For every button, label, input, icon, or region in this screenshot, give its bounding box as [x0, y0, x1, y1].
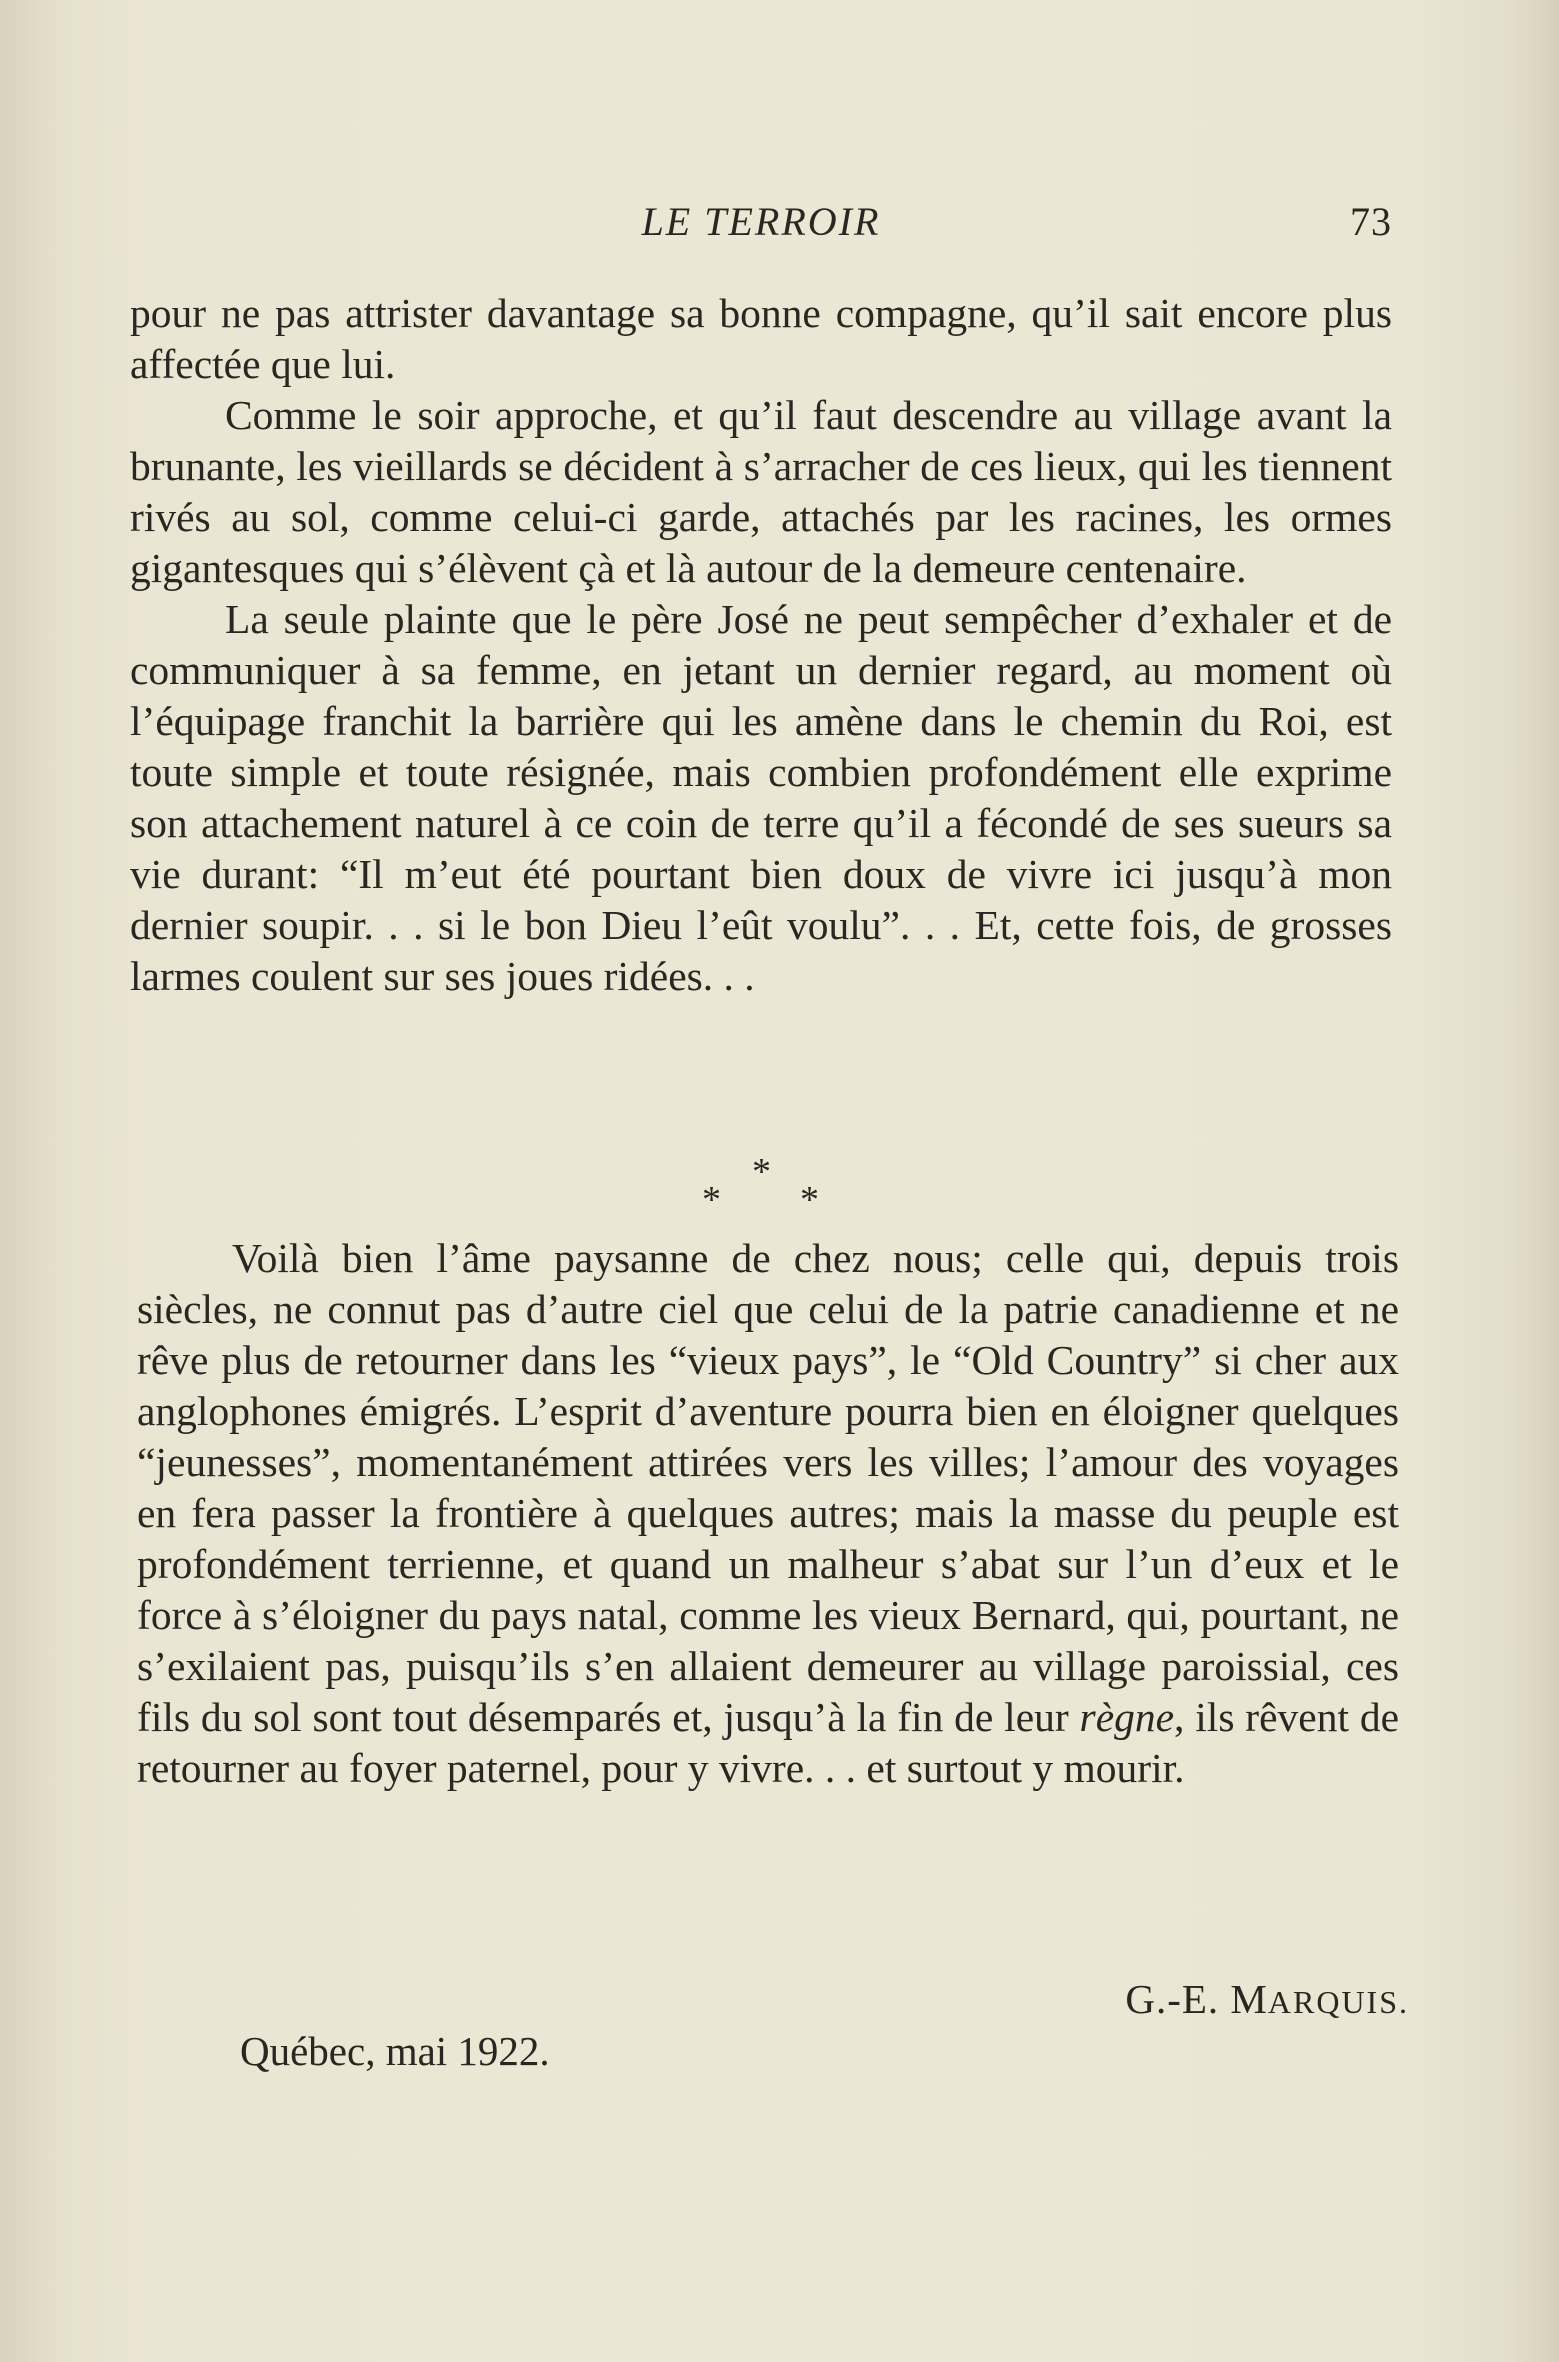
signature-initials: G.-E. M: [1125, 1976, 1268, 2022]
author-signature: [1125, 1975, 1409, 2023]
asterisk: *: [702, 1179, 721, 1221]
italic-word: règne: [1079, 1694, 1175, 1740]
page-header: [130, 198, 1392, 254]
closing-paragraph: [137, 1233, 1399, 1794]
paragraph: La seule plainte que le père José ne peut sempêcher d’exhaler et de communiquer à sa femme, en jetant un dernier regard, au moment où l’équipage franchit la barrière qui les amène dans le chemin du Roi, est toute simple et toute résignée, mais combien profondément elle exprime son attachement naturel à ce coin de terre qu’il a fécondé de ses sueurs sa vie durant: “Il m’eut été pourtant bien doux de vivre ici jusqu’à mon dernier soupir. . . si le bon Dieu l’eût voulu”. . . Et, cette fois, de grosses larmes coulent sur ses joues ridées. . .: [130, 596, 1392, 999]
section-separator: [690, 1150, 830, 1221]
asterisk: *: [800, 1179, 819, 1221]
final-section: [137, 1233, 1399, 1794]
running-title: LE TERROIR: [641, 199, 881, 244]
signature-surname: ARQUIS.: [1267, 1984, 1409, 2020]
closing-text-start: Voilà bien l’âme paysanne de chez nous; celle qui, depuis trois siècles, ne connut pas d’autre ciel que celui de la patrie canadienne et ne rêve plus de retourner dans les “vieux pays”, le “Old Country” si cher aux anglophones émigrés. L’esprit d’aventure pourra bien en éloigner quelques “jeunesses”, momentanément attirées vers les villes; l’amour des voyages en fera passer la frontière à quelques autres; mais la masse du peuple est profondément terrienne, et quand un malheur s’abat sur l’un d’eux et le force à s’éloigner du pays natal, comme les vieux Bernard, qui, pourtant, ne s’exilaient pas, puisqu’ils s’en allaient demeurer au village paroissial, ces fils du sol sont tout désemparés et, jusqu’à la fin de leur: [137, 1235, 1399, 1740]
body-text: [130, 288, 1392, 1002]
closing-text-end: , ils rêvent de retourner au foyer paternel, pour y vivre. . . et surtout y mourir.: [137, 1694, 1399, 1791]
paragraph: Comme le soir approche, et qu’il faut descendre au village avant la brunante, les vieillards se décident à s’arracher de ces lieux, qui les tiennent rivés au sol, comme celui-ci garde, attachés par les racines, les ormes gigantesques qui s’élèvent çà et là autour de la demeure centenaire.: [130, 392, 1392, 591]
page-number: 73: [1350, 199, 1392, 244]
dateline: Québec, mai 1922.: [240, 2028, 550, 2074]
paragraph-continuation: pour ne pas attrister davantage sa bonne compagne, qu’il sait encore plus affectée que lui.: [130, 290, 1392, 387]
asterisk: *: [752, 1151, 771, 1193]
